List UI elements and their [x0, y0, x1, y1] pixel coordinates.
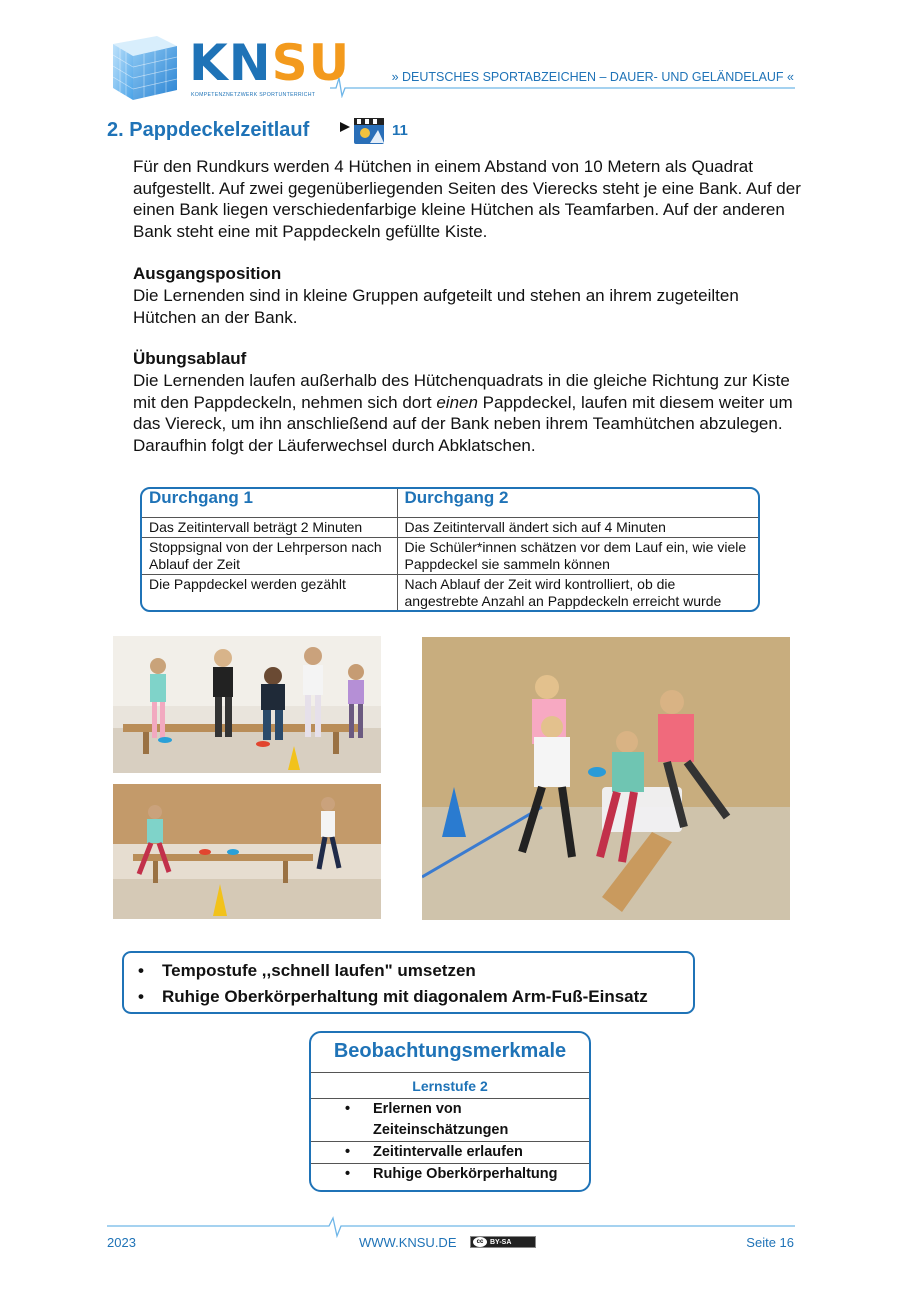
ausgangsposition-heading: Ausgangsposition [133, 264, 282, 283]
header-title: » DEUTSCHES SPORTABZEICHEN – DAUER- UND GELÄNDELAUF « [391, 70, 794, 84]
photo-children-at-box [422, 637, 790, 920]
durchgang-table [140, 487, 760, 612]
video-number: 11 [392, 122, 408, 139]
observation-box [309, 1031, 591, 1192]
section-title: 2. Pappdeckelzeitlauf [107, 119, 310, 141]
photo-children-running [113, 784, 381, 919]
page-number: Seite 16 [746, 1235, 794, 1250]
table-cell: Nach Ablauf der Zeit wird kontrolliert, ob die angestrebte Anzahl an Pappdeckeln erreicht wurde [397, 574, 758, 611]
video-clapper-icon[interactable] [340, 116, 386, 146]
intro-paragraph: Für den Rundkurs werden 4 Hütchen in einem Abstand von 10 Metern als Quadrat aufgestellt. Auf zwei gegenüberliegenden Seiten des Vierecks steht je eine Bank. Auf der einen Bank liegen verschiedenfarbige kleine Hütchen als Teamfarben. Auf der anderen Bank steht eine mit Pappdeckeln gefüllte Kiste. [133, 157, 801, 241]
table-row [142, 574, 758, 611]
observation-title: Beobachtungsmerkmale [311, 1033, 589, 1073]
list-item: • Zeitintervalle erlaufen [311, 1142, 589, 1164]
list-item: • Ruhige Oberkörperhaltung mit diagonalem Arm-Fuß-Einsatz [138, 984, 693, 1010]
logo-wordmark: KNSU [189, 34, 351, 92]
knsu-logo [107, 30, 351, 105]
cc-license-badge[interactable] [470, 1236, 536, 1248]
table-header-durchgang-1: Durchgang 1 [142, 489, 397, 517]
table-header-durchgang-2: Durchgang 2 [397, 489, 758, 517]
list-item: • Ruhige Oberkörperhaltung [311, 1164, 589, 1185]
table-row [142, 537, 758, 574]
ausgangsposition-text: Die Lernenden sind in kleine Gruppen aufgeteilt und stehen an ihrem zugeteilten Hütchen an der Bank. [133, 286, 739, 327]
footer-website-link[interactable]: WWW.KNSU.DE [359, 1235, 457, 1250]
cc-icon: cc [473, 1237, 487, 1247]
table-cell: Das Zeitintervall beträgt 2 Minuten [142, 517, 397, 537]
list-item: • Tempostufe ,,schnell laufen" umsetzen [138, 958, 693, 984]
uebungsablauf-text: Die Lernenden laufen außerhalb des Hütchenquadrats in die gleiche Richtung zur Kiste mit den Pappdeckeln, nehmen sich dort einen Pappdeckel, laufen mit diesem weiter um das Viereck, um ihn anschließend auf der Bank neben ihrem Teamhütchen abzulegen. Daraufhin folgt der Läuferwechsel durch Abklatschen. [133, 371, 793, 455]
list-item: • Erlernen von Zeiteinschätzungen [311, 1099, 589, 1142]
focus-points-box [122, 951, 695, 1014]
license-label: BY-SA [490, 1238, 512, 1246]
table-row [142, 517, 758, 537]
photo-children-at-bench [113, 636, 381, 773]
logo-subtitle: KOMPETENZNETZWERK SPORTUNTERRICHT [191, 92, 316, 98]
cube-logo-icon [107, 32, 179, 102]
observation-level: Lernstufe 2 [311, 1073, 589, 1099]
table-cell: Die Pappdeckel werden gezählt [142, 574, 397, 611]
table-cell: Das Zeitintervall ändert sich auf 4 Minuten [397, 517, 758, 537]
footer-year: 2023 [107, 1235, 136, 1250]
emphasis-einen: einen [436, 392, 478, 412]
page-header [0, 0, 900, 110]
table-cell: Die Schüler*innen schätzen vor dem Lauf ein, wie viele Pappdeckel sie sammeln können [397, 537, 758, 574]
table-header-row [142, 489, 758, 517]
uebungsablauf-heading: Übungsablauf [133, 349, 247, 368]
table-cell: Stoppsignal von der Lehrperson nach Ablauf der Zeit [142, 537, 397, 574]
